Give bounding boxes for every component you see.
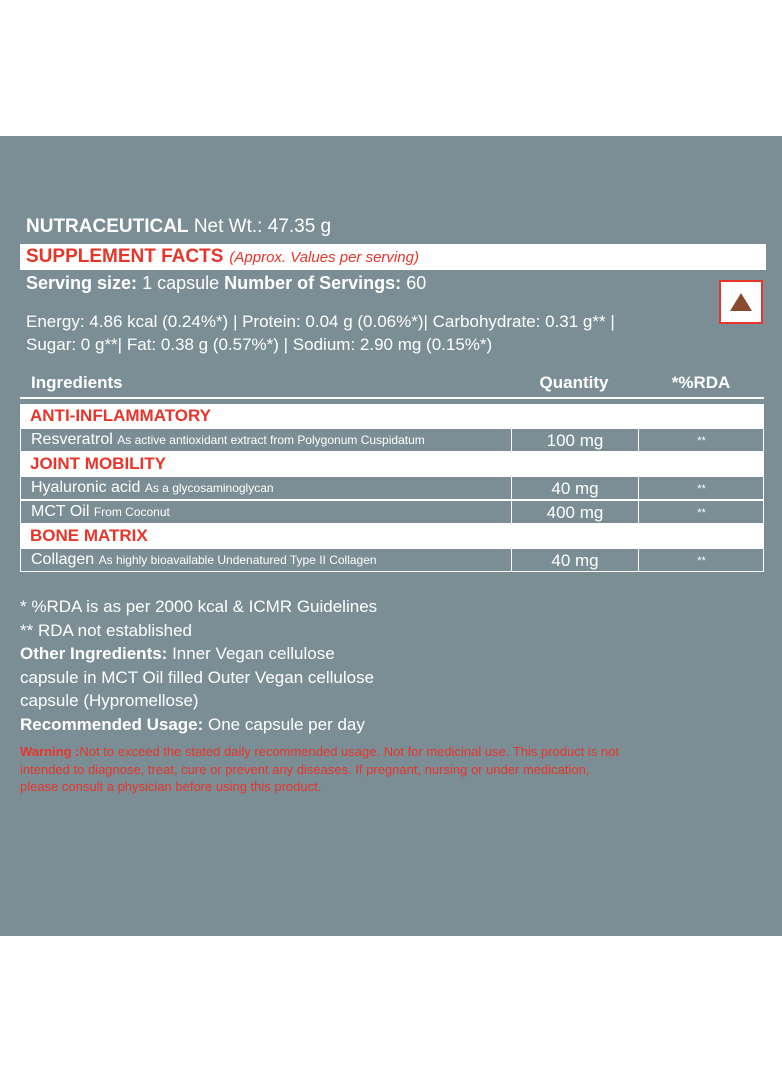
warning-text: Warning :Not to exceed the stated daily recommended usage. Not for medicinal use. This product is not intended to diagnose, treat, cure or prevent any diseases. If pregnant, nursing or under medication, please consult a physician before using this product. [20,744,620,794]
ingredient-rda: ** [697,483,706,495]
table-row [20,548,764,572]
serving-info [26,273,426,294]
ingredient-name: Hyaluronic acid As a glycosaminoglycan [31,479,274,496]
ingredient-rda: ** [697,435,706,447]
nutrition-info [26,310,726,356]
net-weight: Net Wt.: 47.35 g [193,216,332,237]
section-anti-inflammatory: ANTI-INFLAMMATORY [20,404,764,428]
label-panel [0,136,782,936]
header-ingredients: Ingredients [31,373,123,392]
ingredient-name: Collagen As highly bioavailable Undenatured Type II Collagen [31,551,377,568]
ingredient-rda: ** [697,507,706,519]
ingredient-quantity: 40 mg [511,548,639,572]
section-bone-matrix: BONE MATRIX [20,524,764,548]
header-rda: *%RDA [671,373,731,392]
rda-not-established-note: ** RDA not established [20,620,192,640]
other-ingredients: Other Ingredients: Inner Vegan cellulose [20,644,335,663]
supplement-facts-bar [20,244,766,270]
nutrition-line-2: Sugar: 0 g**| Fat: 0.38 g (0.57%*) | Sodium: 2.90 mg (0.15%*) [26,335,493,354]
supplement-facts-title: SUPPLEMENT FACTS [26,246,224,267]
ingredient-quantity: 100 mg [511,428,639,452]
other-ingredients-line-2: capsule in MCT Oil filled Outer Vegan cellulose [20,667,375,687]
recommended-usage: Recommended Usage: One capsule per day [20,714,365,734]
ingredient-rda: ** [697,555,706,567]
servings-count-label: Number of Servings: [224,273,402,293]
nutrition-line-1: Energy: 4.86 kcal (0.24%*) | Protein: 0.04 g (0.06%*)| Carbohydrate: 0.31 g** | [26,312,615,331]
serving-size-value: 1 capsule [142,273,220,293]
warning-label: Warning : [20,744,80,759]
other-ingredients-line-3: capsule (Hypromellose) [20,691,199,710]
table-row [20,500,764,524]
ingredient-quantity: 40 mg [511,476,639,500]
ingredient-name: MCT Oil From Coconut [31,503,170,520]
ingredient-quantity: 400 mg [511,500,639,524]
table-row [20,428,764,452]
ingredient-name: Resveratrol As active antioxidant extract from Polygonum Cuspidatum [31,431,425,448]
ingredients-table [20,404,764,572]
servings-count-value: 60 [406,273,427,293]
table-row [20,476,764,500]
rda-note: * %RDA is as per 2000 kcal & ICMR Guidelines [20,597,378,616]
product-type: NUTRACEUTICAL [26,216,189,237]
header-quantity: Quantity [539,373,609,392]
supplement-facts-note: (Approx. Values per serving) [229,248,419,266]
ingredients-table-header [20,366,764,399]
section-joint-mobility: JOINT MOBILITY [20,452,764,476]
title-line [26,216,331,238]
serving-size-label: Serving size: [26,273,138,293]
footnotes [20,595,480,736]
